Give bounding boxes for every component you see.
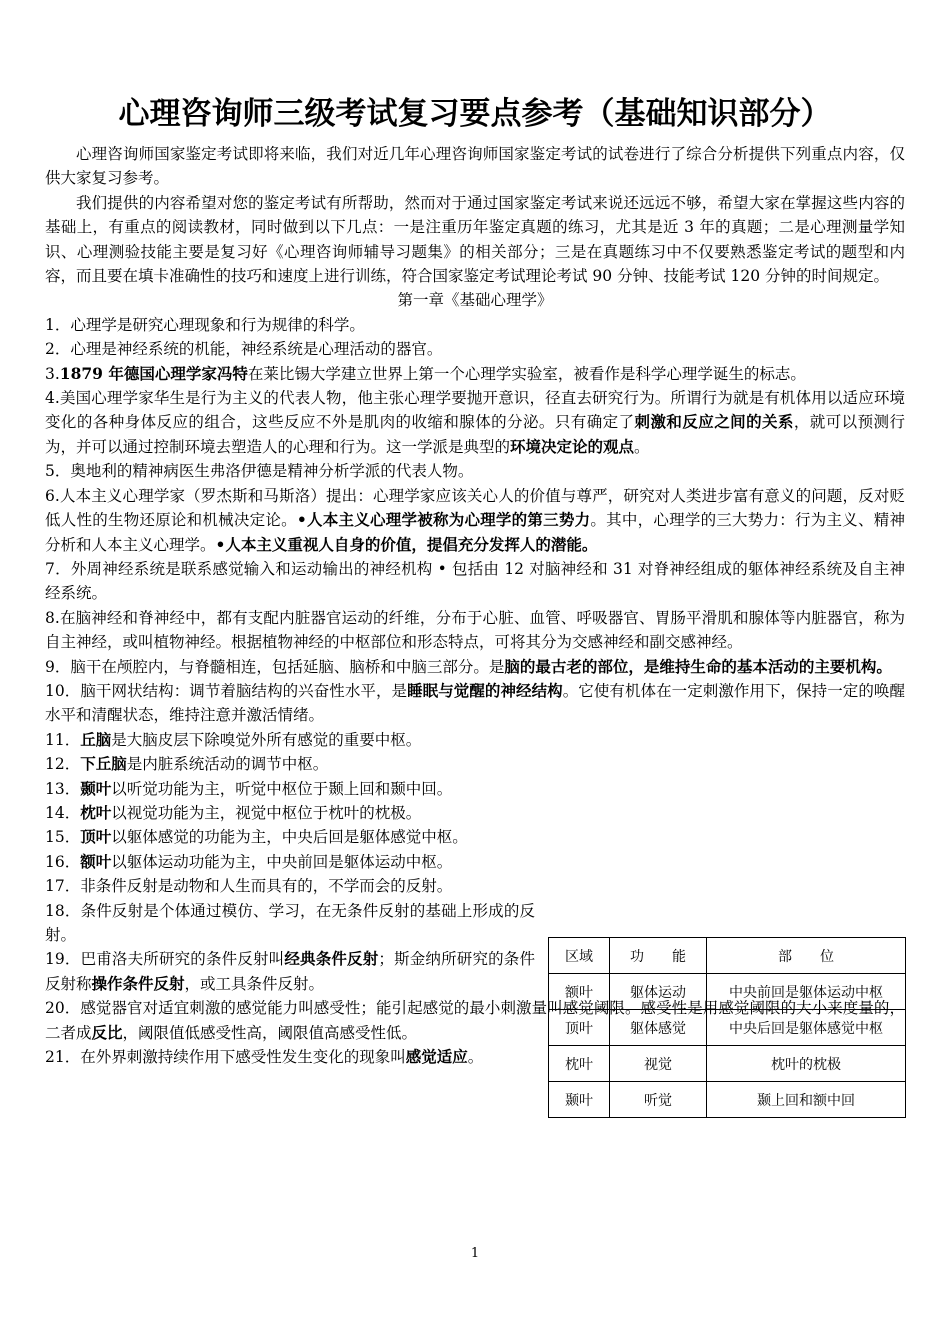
table-header-cell: 区域 xyxy=(549,938,610,974)
table-cell: 颞上回和额中回 xyxy=(707,1082,906,1118)
table-cell: 躯体运动 xyxy=(610,974,707,1010)
table-cell: 枕叶 xyxy=(549,1046,610,1082)
item-6: 6.人本主义心理学家（罗杰斯和马斯洛）提出：心理学家应该关心人的价值与尊严，研究对人类进步富有意义的问题，反对贬低人性的生物还原论和机械决定论。•人本主义心理学被称为心理学的第三势力。其中，心理学的三大势力：行为主义、精神分析和人本主义心理学。•人本主义重视人自身的价值，提倡充分发挥人的潜能。 xyxy=(45,486,905,554)
chapter-heading: 第一章《基础心理学》 xyxy=(397,291,553,310)
table-row xyxy=(549,1082,906,1118)
table-cell: 中央前回是躯体运动中枢 xyxy=(707,974,906,1010)
item-9: 9．脑干在颅腔内，与脊髓相连，包括延脑、脑桥和中脑三部分。是脑的最古老的部位，是维持生命的基本活动的主要机构。 xyxy=(45,656,892,676)
page-number: 1 xyxy=(470,1246,480,1261)
item-19: 19．巴甫洛夫所研究的条件反射叫经典条件反射；斯金纳所研究的条件反射称操作条件反射，或工具条件反射。 xyxy=(45,949,535,993)
item-13: 13．颞叶以听觉功能为主，听觉中枢位于颞上回和颞中回。 xyxy=(45,778,453,798)
item-10: 10．脑干网状结构：调节着脑结构的兴奋性水平，是睡眠与觉醒的神经结构。它使有机体在一定刺激作用下，保持一定的唤醒水平和清醒状态，维持注意并激活情绪。 xyxy=(45,680,905,725)
item-20: 20．感觉器官对适宜刺激的感觉能力叫感受性；能引起感觉的最小刺激量叫感觉阈限。感受性是用感觉阈限的大小来度量的，二者成反比，阈限值低感受性高，阈限值高感受性低。 xyxy=(45,999,905,1042)
table-header-row xyxy=(549,938,906,974)
table-header-cell: 部 位 xyxy=(707,938,906,974)
item-8: 8.在脑神经和脊神经中，都有支配内脏器官运动的纤维，分布于心脏、血管、呼吸器官、胃肠平滑肌和腺体等内脏器官，称为自主神经，或叫植物神经。根据植物神经的中枢部位和形态特点，可将其分为交感神经和副交感神经。 xyxy=(45,608,905,652)
item-17: 17．非条件反射是动物和人生而具有的，不学而会的反射。 xyxy=(45,877,453,896)
item-7: 7．外周神经系统是联系感觉输入和运动输出的神经机构 • 包括由 12 对脑神经和 31 对脊神经组成的躯体神经系统及自主神经系统。 xyxy=(45,559,905,603)
table-cell: 中央后回是躯体感觉中枢 xyxy=(707,1010,906,1046)
item-1: 1．心理学是研究心理现象和行为规律的科学。 xyxy=(45,315,365,334)
item-16: 16．额叶以躯体运动功能为主，中央前回是躯体运动中枢。 xyxy=(45,851,453,871)
table-cell: 额叶 xyxy=(549,974,610,1010)
table-cell: 顶叶 xyxy=(549,1010,610,1046)
document-page xyxy=(45,92,905,1109)
table-row xyxy=(549,1046,906,1082)
item-15: 15．顶叶以躯体感觉的功能为主，中央后回是躯体感觉中枢。 xyxy=(45,827,468,847)
item-4: 4.美国心理学家华生是行为主义的代表人物，他主张心理学要抛开意识，径直去研究行为。所谓行为就是有机体用以适应环境变化的各种身体反应的组合，这些反应不外是肌肉的收缩和腺体的分泌。只有确定了刺激和反应之间的关系，就可以预测行为，并可以通过控制环境去塑造人的心理和行为。这一学派是典型的环境决定论的观点。 xyxy=(45,389,905,456)
table-header-cell: 功 能 xyxy=(610,938,707,974)
intro-paragraph-2: 我们提供的内容希望对您的鉴定考试有所帮助，然而对于通过国家鉴定考试来说还远远不够，希望大家在掌握这些内容的基础上，有重点的阅读教材，同时做到以下几点：一是注重历年鉴定真题的练习，尤其是近 3 年的真题；二是心理测量学知识、心理测验技能主要是复习好《心理咨询师辅导习题集》的相关部分；三是在真题练习中不仅要熟悉鉴定考试的题型和内容，而且要在填卡准确性的技巧和速度上进行训练，符合国家鉴定考试理论考试 90 分钟、技能考试 120 分钟的时间规定。 xyxy=(45,193,905,286)
item-21: 21．在外界刺激持续作用下感受性发生变化的现象叫感觉适应。 xyxy=(45,1047,484,1067)
item-11: 11．丘脑是大脑皮层下除嗅觉外所有感觉的重要中枢。 xyxy=(45,729,422,749)
item-18: 18．条件反射是个体通过模仿、学习，在无条件反射的基础上形成的反射。 xyxy=(45,901,535,944)
table-cell: 躯体感觉 xyxy=(610,1010,707,1046)
table-row xyxy=(549,1010,906,1046)
item-12: 12．下丘脑是内脏系统活动的调节中枢。 xyxy=(45,754,329,774)
intro-paragraph-1: 心理咨询师国家鉴定考试即将来临，我们对近几年心理咨询师国家鉴定考试的试卷进行了综合分析提供下列重点内容，仅供大家复习参考。 xyxy=(45,145,905,188)
item-14: 14．枕叶以视觉功能为主，视觉中枢位于枕叶的枕极。 xyxy=(45,802,422,822)
table-row xyxy=(549,974,906,1010)
item-2: 2．心理是神经系统的机能，神经系统是心理活动的器官。 xyxy=(45,340,443,359)
item-3: 3.1879 年德国心理学家冯特在莱比锡大学建立世界上第一个心理学实验室，被看作是科学心理学诞生的标志。 xyxy=(45,363,806,383)
document-title: 心理咨询师三级考试复习要点参考（基础知识部分） xyxy=(118,96,832,132)
table-cell: 颞叶 xyxy=(549,1082,610,1118)
table-cell: 视觉 xyxy=(610,1046,707,1082)
brain-region-table xyxy=(548,937,906,1118)
table-cell: 枕叶的枕极 xyxy=(707,1046,906,1082)
item-5: 5．奥地利的精神病医生弗洛伊德是精神分析学派的代表人物。 xyxy=(45,462,474,481)
table-cell: 听觉 xyxy=(610,1082,707,1118)
